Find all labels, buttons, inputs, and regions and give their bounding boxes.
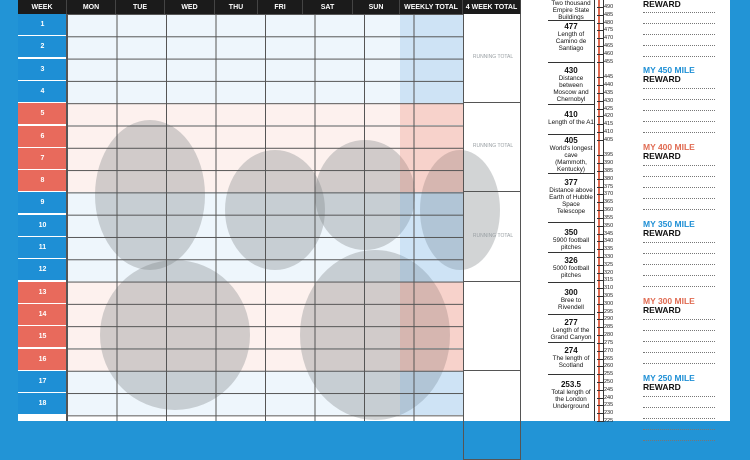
reward-write-line[interactable] [643, 341, 715, 342]
scale-tick [597, 335, 604, 336]
reward-write-line[interactable] [643, 440, 715, 441]
milestone-divider [548, 134, 594, 135]
scale-tick [597, 296, 604, 297]
scale-tick [597, 210, 604, 211]
milestone-divider [548, 173, 594, 174]
scale-tick [597, 312, 604, 313]
milestone [548, 380, 594, 410]
header-mon: MON [67, 0, 116, 14]
scale-label: 290 [604, 316, 614, 323]
reward-miles: MY 400 MILE [643, 142, 695, 152]
week-number: 8 [18, 170, 67, 192]
scale-tick [597, 85, 604, 86]
reward-write-line[interactable] [643, 286, 715, 287]
reward-write-line[interactable] [643, 187, 715, 188]
scale-tick [597, 249, 604, 250]
scale-label: 250 [604, 378, 614, 385]
reward-write-line[interactable] [643, 132, 715, 133]
scale-tick [597, 405, 604, 406]
week-number: 1 [18, 14, 67, 36]
reward-write-line[interactable] [643, 264, 715, 265]
reward-title: REWARD [643, 382, 681, 392]
week-number: 9 [18, 192, 67, 214]
scale-label: 470 [604, 35, 614, 42]
milestone-value: 277 [564, 318, 578, 327]
scale-label: 375 [604, 183, 614, 190]
milestone [548, 66, 594, 103]
header-sun: SUN [353, 0, 400, 14]
scale-label: 385 [604, 168, 614, 175]
scale-label: 235 [604, 402, 614, 409]
scale-label: 415 [604, 121, 614, 128]
milestone-text: Length of Camino de Santiago [555, 31, 587, 52]
reward-write-line[interactable] [643, 165, 715, 166]
table-right-border [520, 14, 521, 421]
week-number: 18 [18, 393, 67, 415]
milestone-value: 410 [564, 110, 578, 119]
week-number: 16 [18, 349, 67, 371]
header-weekly-total: WEEKLY TOTAL [400, 0, 463, 14]
scale-label: 405 [604, 136, 614, 143]
milestone-value: 405 [564, 136, 578, 145]
scale-label: 310 [604, 285, 614, 292]
scale-label: 295 [604, 308, 614, 315]
scale-tick [597, 140, 604, 141]
reward-write-line[interactable] [643, 319, 715, 320]
reward-write-line[interactable] [643, 45, 715, 46]
milestone-value: 430 [564, 66, 578, 75]
milestone [548, 318, 594, 341]
reward-title: REWARD [643, 305, 681, 315]
scale-label: 480 [604, 19, 614, 26]
milestone-text: Distance between Moscow and Chernobyl [553, 75, 589, 103]
scale-label: 425 [604, 105, 614, 112]
milestone [548, 346, 594, 369]
reward-block [643, 66, 695, 84]
scale-tick [597, 132, 604, 133]
scale-tick [597, 163, 604, 164]
scale-label: 440 [604, 82, 614, 89]
milestone-value: 326 [564, 256, 578, 265]
reward-write-line[interactable] [643, 198, 715, 199]
scale-label: 365 [604, 199, 614, 206]
scale-label: 320 [604, 269, 614, 276]
scale-label: 300 [604, 300, 614, 307]
scale-label: 285 [604, 324, 614, 331]
milestone-divider [548, 282, 594, 283]
scale-tick [597, 398, 604, 399]
scale-tick [597, 38, 604, 39]
reward-block [643, 374, 695, 392]
milestone-value: 300 [564, 288, 578, 297]
milestone [548, 0, 594, 21]
week-number: 4 [18, 81, 67, 103]
milestone [548, 22, 594, 52]
scale-tick [597, 46, 604, 47]
scale-tick [597, 241, 604, 242]
scale-label: 485 [604, 11, 614, 18]
header-week: WEEK [18, 0, 67, 14]
scale-tick [597, 179, 604, 180]
milestone-text: Two thousand Empire State Buildings [551, 0, 591, 21]
milestone-text: Distance above Earth of Hubble Space Telescope [549, 187, 593, 215]
milestone-value: 377 [564, 178, 578, 187]
scale-label: 240 [604, 394, 614, 401]
scale-label: 255 [604, 371, 614, 378]
reward-write-line[interactable] [643, 99, 715, 100]
reward-write-line[interactable] [643, 429, 715, 430]
milestone [548, 228, 594, 251]
reward-miles: MY 350 MILE [643, 219, 695, 229]
week-number: 14 [18, 304, 67, 326]
milestone-divider [548, 252, 594, 253]
reward-miles: MY 250 MILE [643, 373, 695, 383]
scale-label: 350 [604, 222, 614, 229]
scale-label: 355 [604, 214, 614, 221]
reward-write-line[interactable] [643, 34, 715, 35]
reward-block [643, 297, 695, 315]
week-number: 11 [18, 237, 67, 259]
milestone [548, 288, 594, 311]
scale-label: 460 [604, 50, 614, 57]
reward-title: REWARD [643, 0, 681, 9]
milestone-value: 274 [564, 346, 578, 355]
header-tue: TUE [116, 0, 165, 14]
scale-label: 265 [604, 355, 614, 362]
scale-tick [597, 319, 604, 320]
milestone [548, 178, 594, 215]
scale-label: 380 [604, 175, 614, 182]
running-total-label: RUNNING TOTAL [472, 232, 514, 239]
scale-tick [597, 116, 604, 117]
milestone-divider [548, 222, 594, 223]
running-total-label: RUNNING TOTAL [472, 143, 514, 150]
scale-tick [597, 374, 604, 375]
scale-tick [597, 194, 604, 195]
milestone-text: The length of Scotland [552, 355, 590, 369]
milestone-text: Bree to Rivendell [558, 297, 584, 311]
milestone [548, 136, 594, 173]
scale-tick [597, 93, 604, 94]
scale-tick [597, 359, 604, 360]
scale-label: 325 [604, 261, 614, 268]
scale-tick [597, 101, 604, 102]
milestone-text: Total length of the London Underground [551, 389, 591, 410]
milestone-text: Length of the Grand Canyon [550, 327, 592, 341]
scale-label: 465 [604, 43, 614, 50]
reward-write-line[interactable] [643, 253, 715, 254]
scale-tick [597, 30, 604, 31]
milestone-text: 5000 football pitches [552, 265, 590, 279]
scale-label: 260 [604, 363, 614, 370]
reward-write-line[interactable] [643, 330, 715, 331]
milestone-text: Length of the A1 [548, 119, 594, 126]
milestone-text: World's longest cave (Mammoth, Kentucky) [549, 145, 593, 173]
scale-label: 390 [604, 160, 614, 167]
scale-tick [597, 288, 604, 289]
scale-tick [597, 109, 604, 110]
scale-tick [597, 15, 604, 16]
scale-tick [597, 202, 604, 203]
scale-tick [597, 218, 604, 219]
scale-label: 335 [604, 246, 614, 253]
scale-label: 410 [604, 128, 614, 135]
milestone-divider [548, 62, 594, 63]
scale-label: 280 [604, 332, 614, 339]
milestone-divider [548, 314, 594, 315]
scale-label: 370 [604, 191, 614, 198]
scale-tick [597, 343, 604, 344]
reward-write-line[interactable] [643, 110, 715, 111]
scale-label: 475 [604, 27, 614, 34]
week-number: 2 [18, 36, 67, 58]
week-number: 3 [18, 59, 67, 81]
scale-label: 305 [604, 293, 614, 300]
milestone-text: 5900 football pitches [552, 237, 590, 251]
four-week-total-cell [463, 371, 521, 460]
milestone-divider [548, 20, 594, 21]
scale-tick [597, 351, 604, 352]
four-week-total-cell [463, 282, 521, 371]
reward-title: REWARD [643, 151, 681, 161]
header-fri: FRI [258, 0, 303, 14]
scale-label: 270 [604, 347, 614, 354]
week-number: 13 [18, 282, 67, 304]
reward-write-line[interactable] [643, 23, 715, 24]
reward-write-line[interactable] [643, 418, 715, 419]
scale-tick [597, 257, 604, 258]
header-thu: THU [215, 0, 258, 14]
scale-tick [597, 382, 604, 383]
reward-write-line[interactable] [643, 209, 715, 210]
reward-write-line[interactable] [643, 396, 715, 397]
header-sat: SAT [303, 0, 353, 14]
scale-tick [597, 327, 604, 328]
reward-write-line[interactable] [643, 352, 715, 353]
scale-label: 275 [604, 339, 614, 346]
scale-label: 435 [604, 89, 614, 96]
week-number: 10 [18, 215, 67, 237]
week-number: 6 [18, 126, 67, 148]
week-number: 12 [18, 259, 67, 281]
scale-tick [597, 421, 604, 422]
milestone [548, 256, 594, 279]
scale-label: 340 [604, 238, 614, 245]
reward-write-line[interactable] [643, 407, 715, 408]
week-number: 15 [18, 326, 67, 348]
scale-label: 315 [604, 277, 614, 284]
scale-label: 330 [604, 253, 614, 260]
week-number: 17 [18, 371, 67, 393]
reward-block [643, 143, 695, 161]
scale-tick [597, 413, 604, 414]
reward-write-line[interactable] [643, 242, 715, 243]
reward-block [643, 0, 681, 9]
scale-tick [597, 187, 604, 188]
table-left-border [66, 14, 67, 421]
milestone-divider [548, 104, 594, 105]
scale-label: 225 [604, 418, 614, 424]
scale-tick [597, 62, 604, 63]
scale-label: 230 [604, 410, 614, 417]
reward-write-line[interactable] [643, 88, 715, 89]
reward-write-line[interactable] [643, 275, 715, 276]
reward-title: REWARD [643, 74, 681, 84]
scale-label: 420 [604, 113, 614, 120]
milestone-value: 253.5 [560, 380, 582, 389]
scale-label: 345 [604, 230, 614, 237]
reward-miles: MY 300 MILE [643, 296, 695, 306]
header-4-week-total: 4 WEEK TOTAL [463, 0, 521, 14]
reward-write-line[interactable] [643, 12, 715, 13]
scale-tick [597, 155, 604, 156]
reward-miles: MY 450 MILE [643, 65, 695, 75]
running-total-label: RUNNING TOTAL [472, 54, 514, 61]
reward-block [643, 220, 695, 238]
scale-tick [597, 54, 604, 55]
reward-write-line[interactable] [643, 56, 715, 57]
scale-tick [597, 171, 604, 172]
reward-write-line[interactable] [643, 121, 715, 122]
scale-label: 445 [604, 74, 614, 81]
scale-tick [597, 124, 604, 125]
scale-tick [597, 7, 604, 8]
header-wed: WED [165, 0, 215, 14]
scale-label: 245 [604, 386, 614, 393]
scale-tick [597, 390, 604, 391]
milestone-divider [548, 374, 594, 375]
day-grid [67, 14, 463, 421]
reward-title: REWARD [643, 228, 681, 238]
scale-tick [597, 280, 604, 281]
scale-label: 455 [604, 58, 614, 65]
scale-tick [597, 23, 604, 24]
reward-write-line[interactable] [643, 363, 715, 364]
scale-tick [597, 234, 604, 235]
week-number: 7 [18, 148, 67, 170]
milestone [548, 110, 594, 126]
scale-label: 490 [604, 4, 614, 10]
milestone-value: 477 [564, 22, 578, 31]
scale-tick [597, 304, 604, 305]
scale-tick [597, 265, 604, 266]
week-number: 5 [18, 103, 67, 125]
milestone-divider [548, 342, 594, 343]
scale-label: 395 [604, 152, 614, 159]
milestone-value: 350 [564, 228, 578, 237]
scale-tick [597, 77, 604, 78]
scale-label: 430 [604, 97, 614, 104]
scale-tick [597, 273, 604, 274]
scale-tick [597, 226, 604, 227]
scale-tick [597, 366, 604, 367]
scale-label: 360 [604, 207, 614, 214]
reward-write-line[interactable] [643, 176, 715, 177]
